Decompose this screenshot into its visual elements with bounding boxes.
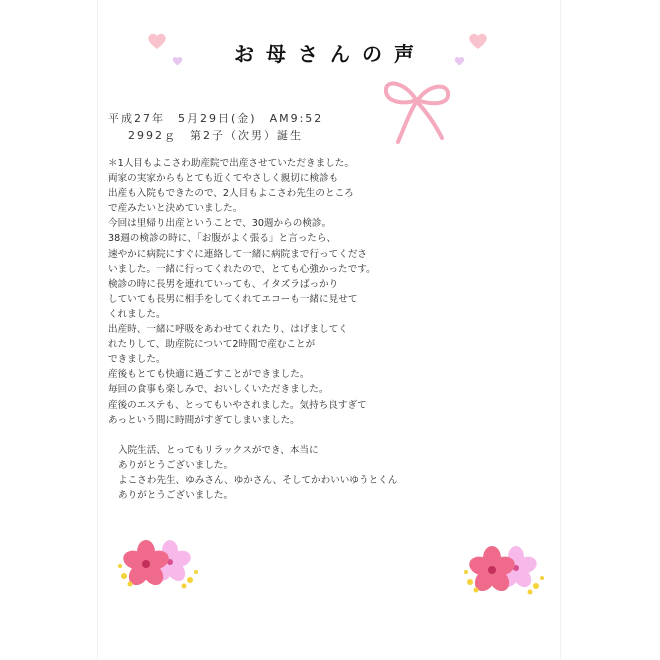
hibiscus-flower-icon xyxy=(116,536,200,592)
birth-weight-info: 2992ｇ 第2子（次男）誕生 xyxy=(128,129,303,142)
letter-line: ありがとうございました。 xyxy=(118,459,234,471)
birth-datetime: 平成27年 5月29日(金) AM9:52 xyxy=(108,112,324,125)
letter-line: していても長男に相手をしてくれてエコーも一緒に見せて xyxy=(108,293,358,305)
heart-icon xyxy=(147,32,167,50)
letter-line: くれました。 xyxy=(108,308,166,320)
letter-line: 38週の検診の時に、「お腹がよく張る」と言ったら、 xyxy=(108,233,337,245)
heart-icon xyxy=(468,32,488,50)
letter-line: よこさわ先生、ゆみさん、ゆかさん、そしてかわいいゆうとくん xyxy=(118,474,398,486)
letter-line: で産みたいと決めていました。 xyxy=(108,203,243,215)
heart-icon xyxy=(172,56,183,66)
letter-line: 出産も入院もできたので、2人目もよこさわ先生のところ xyxy=(108,188,354,200)
ribbon-bow-icon xyxy=(378,76,456,148)
letter-line: 入院生活、とってもリラックスができ、本当に xyxy=(118,444,319,456)
letter-line: 出産時、一緒に呼吸をあわせてくれたり、はげましてく xyxy=(108,324,348,336)
letter-line: 速やかに病院にすぐに連絡して一緒に病院まで行ってくださ xyxy=(108,248,368,260)
letter-line: できました。 xyxy=(108,354,166,366)
letter-line: 検診の時に長男を連れていっても、イタズラばっかり xyxy=(108,278,339,290)
letter-line: ありがとうございました。 xyxy=(118,490,234,502)
hibiscus-flower-icon xyxy=(462,542,546,598)
page-title: お母さんの声 xyxy=(234,42,426,66)
letter-line: いました。一緒に行ってくれたので、とても心強かったです。 xyxy=(108,263,376,275)
letter-line: ＊1人目もよこさわ助産院で出産させていただきました。 xyxy=(108,158,354,169)
heart-icon xyxy=(454,56,465,66)
letter-line xyxy=(108,428,538,443)
letter-line: 両家の実家からもとても近くてやさしく親切に検診も xyxy=(108,173,339,185)
letter-line: 今回は里帰り出産ということで、30週からの検診。 xyxy=(108,218,332,230)
letter-line: あっという間に時間がすぎてしまいました。 xyxy=(108,414,300,426)
letter-line: 毎回の食事も楽しみで、おいしくいただきました。 xyxy=(108,384,329,396)
letter-body xyxy=(108,156,538,503)
letter-line: れたりして、助産院について2時間で産むことが xyxy=(108,339,316,351)
letter-line: 産後もとても快適に過ごすことができました。 xyxy=(108,369,310,381)
letter-line: 産後のエステも、とってもいやされました。気持ち良すぎて xyxy=(108,399,367,411)
